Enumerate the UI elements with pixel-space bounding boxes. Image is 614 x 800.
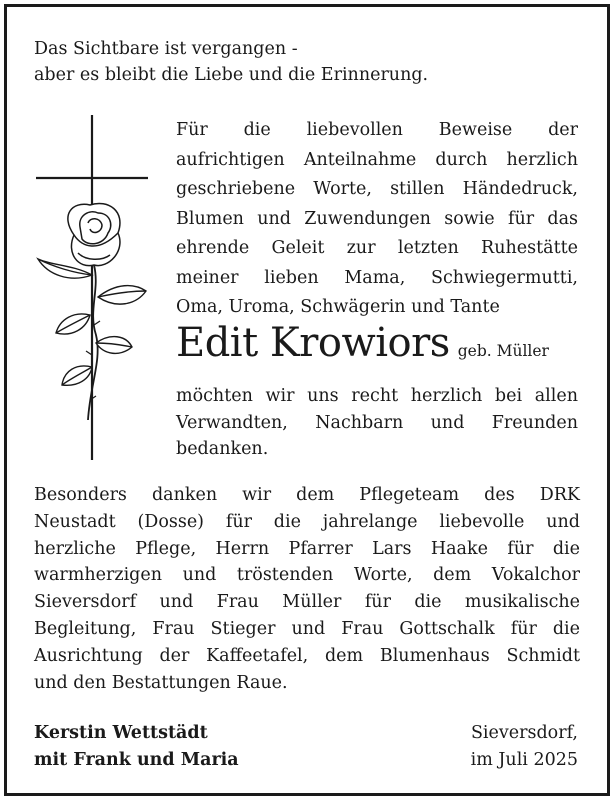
intro-line: Blumen und Zuwendungen sowie für das bbox=[176, 208, 578, 229]
intro-line: aufrichtigen Anteilnahme durch herzlich bbox=[176, 149, 578, 170]
special-line: Ausrichtung der Kaffeetafel, dem Blumenhaus Schmidt bbox=[34, 645, 580, 666]
thanks-line: Verwandten, Nachbarn und Freunden bbox=[176, 412, 578, 433]
maiden-name: geb. Müller bbox=[457, 342, 549, 360]
signature-place: Sieversdorf, bbox=[470, 723, 578, 743]
signature-date: im Juli 2025 bbox=[470, 750, 578, 770]
motto-line-2: aber es bleibt die Liebe und die Erinnerung. bbox=[34, 65, 429, 85]
special-line: und den Bestattungen Raue. bbox=[34, 672, 288, 693]
special-line: Sieversdorf und Frau Müller für die musikalische bbox=[34, 592, 580, 613]
intro-line: geschriebene Worte, stillen Händedruck, bbox=[176, 179, 578, 199]
signature-names bbox=[34, 720, 239, 774]
signature-name-line-1: Kerstin Wettstädt bbox=[34, 723, 208, 743]
intro-line: Oma, Uroma, Schwägerin und Tante bbox=[176, 297, 500, 317]
motto-line-1: Das Sichtbare ist vergangen - bbox=[34, 39, 298, 59]
deceased-name: Edit Krowiors bbox=[176, 320, 450, 366]
deceased-name-row bbox=[176, 318, 586, 368]
cross-with-rose-icon bbox=[30, 115, 155, 460]
intro-line: ehrende Geleit zur letzten Ruhestätte bbox=[176, 238, 578, 258]
intro-line: meiner lieben Mama, Schwiegermutti, bbox=[176, 267, 578, 288]
intro-line: Für die liebevollen Beweise der bbox=[176, 120, 578, 140]
signature-place-date bbox=[471, 720, 578, 774]
special-line: herzliche Pflege, Herrn Pfarrer Lars Haake für die bbox=[34, 538, 580, 559]
thanks-line: bedanken. bbox=[176, 439, 269, 459]
signature-name-line-2: mit Frank und Maria bbox=[34, 750, 239, 770]
thanks-line: möchten wir uns recht herzlich bei allen bbox=[176, 386, 578, 406]
motto bbox=[34, 36, 428, 88]
special-line: Besonders danken wir dem Pflegeteam des DRK bbox=[34, 485, 580, 505]
special-thanks-paragraph bbox=[34, 482, 580, 696]
special-line: Neustadt (Dosse) für die jahrelange liebevolle und bbox=[34, 511, 580, 532]
intro-paragraph bbox=[176, 116, 578, 323]
special-line: Begleitung, Frau Stieger und Frau Gottschalk für die bbox=[34, 618, 580, 639]
thanks-paragraph bbox=[176, 383, 578, 463]
special-line: warmherzigen und tröstenden Worte, dem Vokalchor bbox=[34, 565, 580, 586]
